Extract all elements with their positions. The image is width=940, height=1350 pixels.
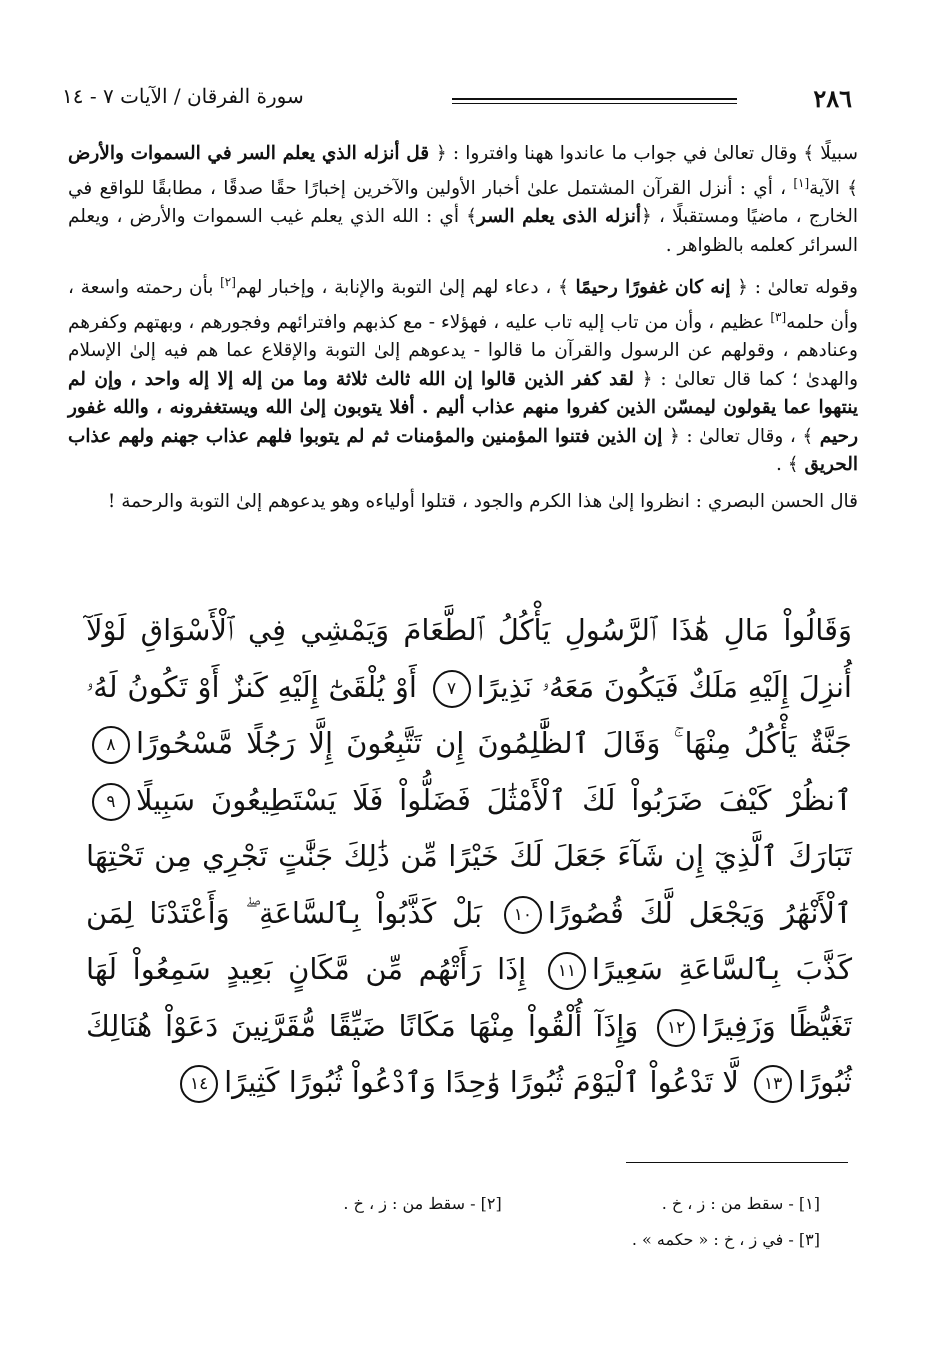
verse-number-marker: ١٤: [180, 1065, 218, 1103]
page-header: [62, 84, 852, 118]
verse-number-marker: ٨: [92, 726, 130, 764]
footnote-row: [180, 1186, 820, 1222]
text-span: سبيلًا ﴾ وقال تعالىٰ في جواب ما عاندوا ههنا وافتروا : ﴿: [435, 143, 858, 164]
page-number: ٢٨٦: [813, 84, 852, 113]
verse-text: وَقَالُواْ مَالِ هَٰذَا ٱلرَّسُولِ يَأْكُلُ ٱلطَّعَامَ وَيَمْشِي فِي ٱلْأَسْوَاقِ لَوْلَآ أُنزِلَ إِلَيْهِ مَلَكٌ فَيَكُونَ مَعَهُۥ نَذِيرًا: [86, 613, 852, 704]
text-span: عظيم ، وأن من تاب إليه تاب عليه ، فهؤلاء - مع كذبهم وافترائهم وفجورهم ، وبهتهم وكفرهم وعنادهم ، وقولهم عن الرسول والقرآن ما قالوا - يدعوهم إلىٰ التوبة والإقلاع عما هم فيه إلىٰ الإسلام والهدىٰ ؛ كما قال تعالىٰ : ﴿: [68, 311, 859, 390]
quran-verses: [86, 602, 852, 1111]
paragraph-3: [68, 488, 858, 517]
verse-text: ٱنظُرْ كَيْفَ ضَرَبُواْ لَكَ ٱلْأَمْثَٰلَ فَضَلُّواْ فَلَا يَسْتَطِيعُونَ سَبِيلًا: [136, 782, 852, 817]
footnote-3: [٣] - في ز ، خ : « حكمه » .: [631, 1230, 820, 1249]
verse-number-marker: ١٢: [657, 1009, 695, 1047]
quote-span: لقد كفر الذين قالوا إن الله ثالث ثلاثة وما من إله إلا إله واحد ، وإن لم ينتهوا عما يقولون ليمسّن الذين كفروا منهم عذاب أليم . أفلا يتوبون إلىٰ الله ويستغفرونه ، والله غفور رحيم: [68, 368, 859, 447]
paragraph-2: [68, 268, 858, 480]
verse-text: إِذَا رَأَتْهُم مِّن مَّكَانٍ بَعِيدٍ سَمِعُواْ لَهَا تَغَيُّظًا وَزَفِيرًا: [86, 952, 853, 1043]
verse-number-marker: ١١: [548, 952, 586, 990]
text-span: ﴾ ، وقال تعالىٰ : ﴿: [662, 425, 820, 447]
verse-text: لَّا تَدْعُواْ ٱلْيَوْمَ ثُبُورًا وَٰحِدًا وَٱدْعُواْ ثُبُورًا كَثِيرًا: [224, 1065, 739, 1099]
text-span: ﴾ أي : الله الذي يعلم غيب السموات والأرض ، ويعلم السرائر كعلمه بالظواهر .: [68, 206, 858, 256]
quote-span: قل أنزله الذي يعلم السر في السموات والأرض: [68, 143, 436, 164]
footnote-ref: [٣]: [770, 309, 787, 324]
verse-text: بَلْ كَذَّبُواْ بِٱلسَّاعَةِ ۖ وَأَعْتَدْنَا لِمَن كَذَّبَ بِٱلسَّاعَةِ سَعِيرًا: [86, 895, 853, 986]
verse-number-marker: ٧: [433, 670, 471, 708]
text-span: ﴾ الآية: [809, 177, 858, 199]
footnote-ref: [٢]: [220, 275, 236, 290]
footnote-rule: [626, 1162, 848, 1163]
quote-span: أنزله الذى يعلم السر: [476, 206, 642, 228]
paragraph-1: [68, 140, 858, 260]
text-span: بأن رحمته واسعة ، وأن حلمه: [68, 277, 858, 333]
commentary-text: [68, 140, 858, 524]
quote-span: إن الذين فتنوا المؤمنين والمؤمنات ثم لم يتوبوا فلهم عذاب جهنم ولهم عذاب الحريق: [68, 425, 858, 476]
text-span: قال الحسن البصري : انظروا إلىٰ هذا الكرم والجود ، قتلوا أولياءه وهو يدعوهم إلىٰ التوبة والرحمة !: [107, 490, 858, 512]
quote-span: إنه كان غفورًا رحيمًا: [575, 277, 731, 299]
text-span: وقوله تعالىٰ : ﴿: [730, 277, 858, 299]
text-span: ﴾ .: [776, 454, 805, 476]
footnote-2: [٢] - سقط من : ز ، خ .: [343, 1194, 502, 1213]
verse-number-marker: ١٠: [504, 896, 542, 934]
verse-number-marker: ١٣: [754, 1065, 792, 1103]
footnotes: [180, 1186, 820, 1258]
verse-text: تَبَارَكَ ٱلَّذِيٓ إِن شَآءَ جَعَلَ لَكَ خَيْرًا مِّن ذَٰلِكَ جَنَّٰتٍ تَجْرِي مِن تَحْتِهَا ٱلْأَنْهَٰرُ وَيَجْعَل لَّكَ قُصُورًا: [86, 839, 852, 930]
verse-number-marker: ٩: [92, 783, 130, 821]
verse-text: أَوْ يُلْقَىٰٓ إِلَيْهِ كَنزٌ أَوْ تَكُونُ لَهُۥ جَنَّةٌ يَأْكُلُ مِنْهَا ۚ وَقَالَ ٱلظَّٰلِمُونَ إِن تَتَّبِعُونَ إِلَّا رَجُلًا مَّسْحُورًا: [86, 669, 852, 760]
running-title: سورة الفرقان / الآيات ٧ - ١٤: [62, 84, 304, 108]
verse-text: وَإِذَآ أُلْقُواْ مِنْهَا مَكَانًا ضَيِّقًا مُّقَرَّنِينَ دَعَوْاْ هُنَالِكَ ثُبُورًا: [86, 1008, 852, 1099]
text-span: ، أي : أنزل القرآن المشتمل علىٰ أخبار الأولين والآخرين إخبارًا حقًا صدقًا ، مطابقًا للواقع في الخارج ، ماضيًا ومستقبلًا ، ﴿: [68, 177, 858, 228]
header-rule: [452, 98, 737, 104]
footnote-row: [180, 1222, 820, 1258]
footnote-ref: [١]: [793, 175, 810, 190]
text-span: ﴾ ، دعاء لهم إلىٰ التوبة والإنابة ، وإخبار لهم: [235, 277, 576, 299]
footnote-1: [١] - سقط من : ز ، خ .: [661, 1194, 820, 1213]
